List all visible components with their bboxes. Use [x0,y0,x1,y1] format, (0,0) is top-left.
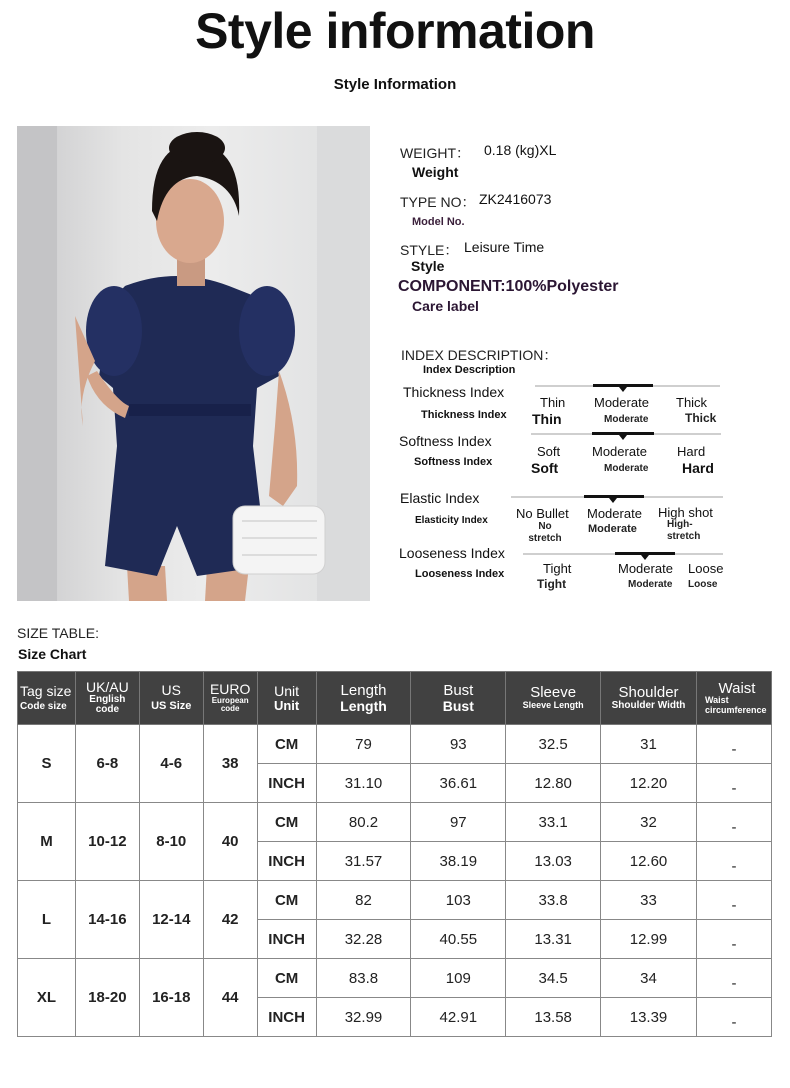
thickness-pointer-icon [619,387,627,392]
waist-cell: - [696,881,771,920]
component-value: COMPONENT:100%Polyester [398,278,619,295]
size-cell: L [18,881,76,959]
length-cell: 32.99 [316,998,411,1037]
sleeve-cell: 34.5 [506,959,601,998]
uk-size-cell: 10-12 [75,803,139,881]
looseness-opt-moderate: Moderate [618,561,673,576]
thickness-opt-thick: Thick [676,395,708,410]
softness-index-label: Softness Index [399,433,492,449]
uk-size-cell: 18-20 [75,959,139,1037]
length-cell: 31.10 [316,764,411,803]
elastic-index-label: Elastic Index [400,490,480,506]
bust-cell: 36.61 [411,764,506,803]
euro-size-cell: 44 [203,959,257,1037]
waist-cell: - [696,764,771,803]
bust-cell: 93 [411,725,506,764]
length-cell: 79 [316,725,411,764]
us-size-cell: 4-6 [139,725,203,803]
sleeve-cell: 13.31 [506,920,601,959]
elastic-opt-high-shot: High shot [658,505,713,520]
unit-cell: CM [257,959,316,998]
softness-cap-hard: Hard [682,460,714,476]
sleeve-cell: 32.5 [506,725,601,764]
header-sleeve: Sleeve Sleeve Length [506,672,601,725]
length-cell: 80.2 [316,803,411,842]
shoulder-cell: 12.99 [601,920,697,959]
softness-opt-hard: Hard [677,444,706,459]
us-size-cell: 12-14 [139,881,203,959]
sleeve-cell: 33.1 [506,803,601,842]
length-cell: 83.8 [316,959,411,998]
softness-opt-soft: Soft [537,444,561,459]
bust-cell: 42.91 [411,998,506,1037]
style-value: Leisure Time [464,239,545,255]
size-cell: S [18,725,76,803]
shoulder-cell: 12.60 [601,842,697,881]
unit-cell: CM [257,725,316,764]
weight-label: WEIGHT： [400,145,470,161]
uk-size-cell: 6-8 [75,725,139,803]
weight-value: 0.18 (kg)XL [484,142,557,158]
weight-caption: Weight [412,164,459,180]
elastic-pointer-icon [609,498,617,503]
unit-cell: INCH [257,998,316,1037]
elastic-opt-moderate: Moderate [587,506,642,521]
looseness-index-label: Looseness Index [399,545,505,561]
header-waist: Waist Waist circumference [696,672,771,725]
us-size-cell: 16-18 [139,959,203,1037]
type-label: TYPE NO： [400,194,476,210]
size-table-caption: Size Chart [18,646,87,662]
elastic-cap-high-stretch: High-stretch [667,519,701,542]
header-uk-au: UK/AU English code [75,672,139,725]
elastic-cap-moderate: Moderate [588,523,637,535]
unit-cell: CM [257,803,316,842]
header-euro: EURO European code [203,672,257,725]
softness-pointer-icon [619,435,627,440]
bust-cell: 97 [411,803,506,842]
softness-cap-soft: Soft [531,460,559,476]
shoulder-cell: 33 [601,881,697,920]
product-photo [17,126,370,601]
header-shoulder: Shoulder Shoulder Width [601,672,697,725]
header-us: US US Size [139,672,203,725]
thickness-index-label: Thickness Index [403,384,505,400]
bust-cell: 40.55 [411,920,506,959]
elastic-opt-no-bullet: No Bullet [516,506,569,521]
elastic-cap-no-stretch: No stretch [528,521,562,544]
bust-cell: 38.19 [411,842,506,881]
looseness-cap-tight: Tight [537,577,567,591]
shoulder-cell: 12.20 [601,764,697,803]
table-row [18,881,772,920]
style-label: STYLE： [400,242,459,258]
style-caption: Style [411,258,445,274]
unit-cell: INCH [257,764,316,803]
looseness-opt-loose: Loose [688,561,724,576]
bust-cell: 103 [411,881,506,920]
size-cell: XL [18,959,76,1037]
elastic-index-caption: Elasticity Index [415,515,488,526]
sleeve-cell: 13.58 [506,998,601,1037]
shoulder-cell: 34 [601,959,697,998]
shoulder-cell: 32 [601,803,697,842]
length-cell: 32.28 [316,920,411,959]
waist-cell: - [696,959,771,998]
waist-cell: - [696,998,771,1037]
looseness-cap-moderate: Moderate [628,579,673,590]
size-cell: M [18,803,76,881]
euro-size-cell: 42 [203,881,257,959]
table-row [18,725,772,764]
us-size-cell: 8-10 [139,803,203,881]
header-bust: Bust Bust [411,672,506,725]
waist-cell: - [696,725,771,764]
header-length: Length Length [316,672,411,725]
waist-cell: - [696,920,771,959]
page-subtitle: Style Information [333,76,457,93]
softness-opt-moderate: Moderate [592,444,647,459]
shoulder-cell: 13.39 [601,998,697,1037]
bust-cell: 109 [411,959,506,998]
type-caption: Model No. [412,216,465,228]
sleeve-cell: 13.03 [506,842,601,881]
waist-cell: - [696,803,771,842]
table-row [18,959,772,998]
thickness-opt-thin: Thin [540,395,566,410]
euro-size-cell: 38 [203,725,257,803]
uk-size-cell: 14-16 [75,881,139,959]
thickness-cap-thin: Thin [532,411,562,427]
looseness-pointer-icon [641,555,649,560]
thickness-index-caption: Thickness Index [421,409,507,421]
page-title: Style information [195,3,595,59]
size-table [17,671,772,1037]
table-row [18,803,772,842]
header-tag-size: Tag size Code size [18,672,76,725]
unit-cell: INCH [257,842,316,881]
looseness-cap-loose: Loose [688,579,718,590]
type-value: ZK2416073 [479,191,552,207]
looseness-opt-tight: Tight [543,561,572,576]
size-table-header [18,672,772,725]
sleeve-cell: 33.8 [506,881,601,920]
softness-cap-moderate: Moderate [604,463,649,474]
sleeve-cell: 12.80 [506,764,601,803]
length-cell: 31.57 [316,842,411,881]
waist-cell: - [696,842,771,881]
thickness-cap-moderate: Moderate [604,414,649,425]
component-caption: Care label [412,298,479,314]
looseness-index-caption: Looseness Index [415,568,505,580]
index-title-caption: Index Description [423,364,516,376]
thickness-opt-moderate: Moderate [594,395,649,410]
shoulder-cell: 31 [601,725,697,764]
euro-size-cell: 40 [203,803,257,881]
index-title: INDEX DESCRIPTION： [401,347,558,363]
header-unit: Unit Unit [257,672,316,725]
size-table-label: SIZE TABLE: [17,625,99,641]
unit-cell: CM [257,881,316,920]
softness-index-caption: Softness Index [414,456,493,468]
unit-cell: INCH [257,920,316,959]
thickness-cap-thick: Thick [685,411,717,425]
length-cell: 82 [316,881,411,920]
